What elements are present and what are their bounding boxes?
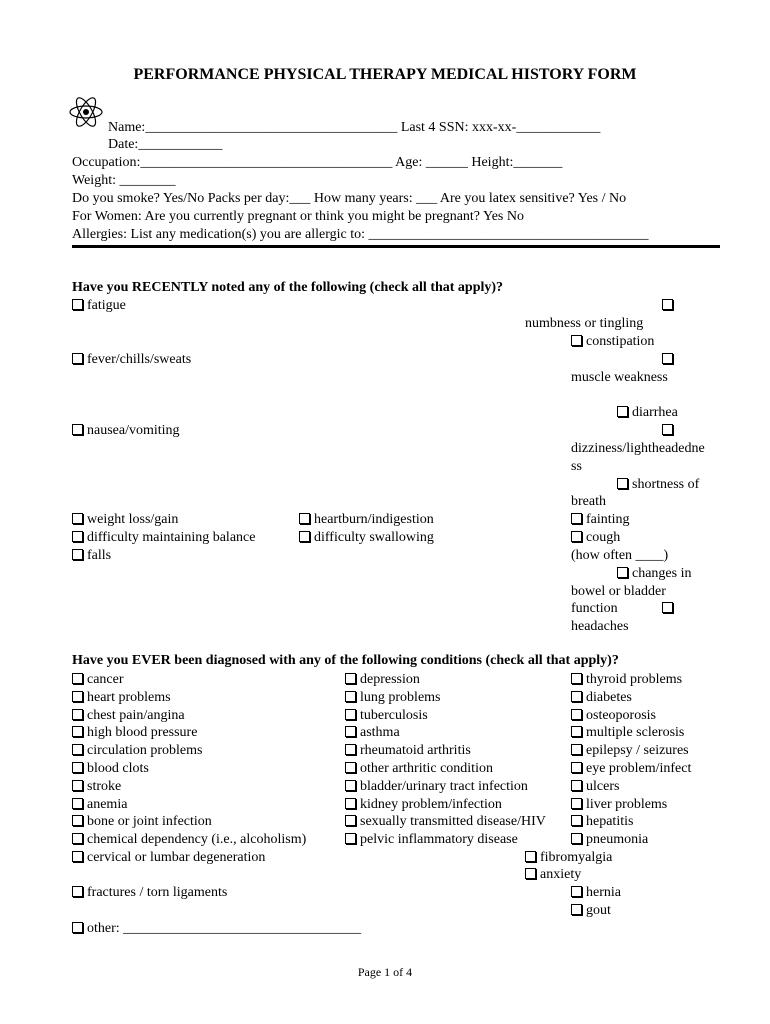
condition-label: bone or joint infection [87,814,212,830]
cough-how-often[interactable]: (how often ____) [571,548,669,563]
checkbox[interactable] [345,762,356,773]
checkbox[interactable] [571,833,582,844]
checkbox[interactable] [72,424,83,435]
condition-item[interactable] [345,796,502,813]
occupation-line[interactable]: Occupation:____________________________________ Age: ______ Height:_______ [72,155,563,170]
checkbox[interactable] [345,798,356,809]
condition-label: cervical or lumbar degeneration [87,850,266,865]
item-difficulty-swallowing[interactable]: difficulty swallowing [299,529,434,546]
condition-label: kidney problem/infection [360,796,502,812]
condition-item[interactable] [571,813,633,830]
checkbox[interactable] [345,780,356,791]
name-ssn-line[interactable]: Name:____________________________________ Last 4 SSN: xxx-xx-____________ [108,120,601,135]
checkbox[interactable] [72,833,83,844]
condition-item[interactable] [72,813,212,830]
condition-item[interactable] [345,778,528,795]
checkbox[interactable] [299,531,310,542]
checkbox[interactable] [72,709,83,720]
checkbox[interactable] [617,478,628,489]
checkbox[interactable] [571,762,582,773]
condition-label: asthma [360,725,400,741]
checkbox[interactable] [571,726,582,737]
ever-heading: Have you EVER been diagnosed with any of the following conditions (check all that apply)? [72,653,619,668]
item-fever[interactable]: fever/chills/sweats [72,351,191,368]
condition-label: bladder/urinary tract infection [360,778,528,794]
checkbox[interactable] [571,798,582,809]
condition-item[interactable] [345,742,471,759]
item-diarrhea[interactable]: diarrhea [617,404,678,421]
checkbox[interactable] [662,424,673,435]
checkbox[interactable] [571,780,582,791]
condition-label: osteoporosis [586,707,656,723]
checkbox[interactable] [345,726,356,737]
checkbox[interactable] [72,513,83,524]
condition-item[interactable] [72,778,121,795]
condition-item[interactable] [72,724,197,741]
condition-item[interactable] [571,778,619,795]
checkbox[interactable] [72,815,83,826]
item-dizziness-label-1: dizziness/lightheadedne [571,441,705,456]
condition-item[interactable] [72,707,185,724]
checkbox[interactable] [571,904,582,915]
checkbox[interactable] [571,691,582,702]
condition-item[interactable] [345,671,420,688]
checkbox[interactable] [571,673,582,684]
condition-item[interactable] [571,760,691,777]
condition-label: chemical dependency (i.e., alcoholism) [87,832,307,848]
checkbox[interactable] [72,922,83,933]
checkbox[interactable] [72,353,83,364]
item-changes-label-3: function [571,601,618,616]
checkbox[interactable] [662,299,673,310]
condition-label: circulation problems [87,743,203,759]
checkbox[interactable] [571,709,582,720]
condition-item[interactable] [571,707,656,724]
recent-heading: Have you RECENTLY noted any of the following (check all that apply)? [72,280,504,295]
checkbox[interactable] [345,709,356,720]
checkbox[interactable] [72,851,83,862]
condition-label: rheumatoid arthritis [360,743,471,759]
condition-label: lung problems [360,689,441,705]
condition-label: depression [360,672,420,687]
item-fainting[interactable]: fainting [571,511,630,528]
condition-label: pelvic inflammatory disease [360,832,518,848]
checkbox[interactable] [72,886,83,897]
item-fractures[interactable]: fractures / torn ligaments [72,884,227,901]
condition-item[interactable] [72,796,127,813]
condition-label: stroke [87,778,122,794]
condition-label: ulcers [586,778,620,794]
condition-label: eye problem/infect [586,761,692,776]
weight-line[interactable]: Weight: ________ [72,173,176,188]
atom-logo-icon [68,94,104,130]
item-cough[interactable]: cough [571,529,620,546]
condition-item[interactable] [571,724,684,741]
condition-label: chest pain/angina [87,707,185,723]
checkbox[interactable] [72,299,83,310]
item-weight-loss[interactable]: weight loss/gain [72,511,178,528]
item-other[interactable]: other: __________________________________ [72,920,361,937]
item-numbness-checkbox[interactable] [662,297,677,314]
condition-item[interactable] [72,760,149,777]
checkbox[interactable] [345,691,356,702]
checkbox[interactable] [299,513,310,524]
item-changes[interactable]: changes in [617,565,691,582]
item-muscle-weakness-checkbox[interactable] [662,351,677,368]
condition-label: anemia [87,796,128,812]
checkbox[interactable] [345,815,356,826]
condition-item[interactable] [345,724,400,741]
checkbox[interactable] [525,851,536,862]
condition-item[interactable] [345,707,428,724]
item-gout[interactable]: gout [571,902,611,919]
date-line[interactable]: Date:____________ [108,137,223,152]
page-number: Page 1 of 4 [357,965,413,979]
condition-item[interactable] [571,831,648,848]
checkbox[interactable] [571,531,582,542]
condition-label: pneumonia [586,832,649,848]
condition-item[interactable] [571,796,667,813]
women-line[interactable]: For Women: Are you currently pregnant or think you might be pregnant? Yes No [72,209,524,224]
condition-label: blood clots [87,761,149,776]
item-fibromyalgia[interactable]: fibromyalgia [525,849,612,866]
item-shortness-label-2: breath [571,494,606,509]
checkbox[interactable] [72,780,83,791]
condition-label: heart problems [87,689,171,705]
condition-item[interactable] [72,849,265,866]
checkbox[interactable] [571,815,582,826]
item-nausea[interactable]: nausea/vomiting [72,422,180,439]
condition-item[interactable] [345,689,441,706]
checkbox[interactable] [662,353,673,364]
condition-item[interactable] [72,671,124,688]
condition-item[interactable] [345,831,518,848]
condition-label: other arthritic condition [360,761,493,776]
checkbox[interactable] [571,886,582,897]
condition-label: epilepsy / seizures [586,743,689,759]
checkbox[interactable] [617,567,628,578]
condition-item[interactable] [72,689,171,706]
condition-label: cancer [87,672,124,687]
checkbox[interactable] [571,744,582,755]
item-constipation[interactable]: constipation [571,333,654,350]
item-muscle-weakness-label: muscle weakness [571,370,668,385]
checkbox[interactable] [571,513,582,524]
section-divider [72,245,720,248]
item-dizziness-checkbox[interactable] [662,422,677,439]
condition-item[interactable] [571,671,682,688]
allergies-line[interactable]: Allergies: List any medication(s) you are allergic to: ________________________________________ [72,227,649,242]
condition-item[interactable] [345,760,493,777]
condition-label: sexually transmitted disease/HIV [360,814,546,830]
checkbox[interactable] [72,726,83,737]
checkbox[interactable] [525,868,536,879]
checkbox[interactable] [72,673,83,684]
condition-label: liver problems [586,796,668,812]
checkbox[interactable] [662,602,673,613]
checkbox[interactable] [72,798,83,809]
checkbox[interactable] [345,744,356,755]
checkbox[interactable] [72,744,83,755]
item-dizziness-label-2: ss [571,459,582,474]
condition-label: hepatitis [586,814,634,830]
item-heartburn[interactable]: heartburn/indigestion [299,511,434,528]
checkbox[interactable] [617,406,628,417]
checkbox[interactable] [72,549,83,560]
item-falls[interactable]: falls [72,547,111,564]
checkbox[interactable] [345,673,356,684]
checkbox[interactable] [72,531,83,542]
condition-item[interactable] [571,689,632,706]
checkbox[interactable] [72,691,83,702]
item-headaches-label: headaches [571,619,629,634]
condition-label: multiple sclerosis [586,725,685,741]
condition-item[interactable] [571,742,689,759]
checkbox[interactable] [345,833,356,844]
form-title: PERFORMANCE PHYSICAL THERAPY MEDICAL HISTORY FORM [133,66,637,83]
condition-label: thyroid problems [586,672,683,687]
condition-label: high blood pressure [87,725,198,741]
item-difficulty-balance[interactable]: difficulty maintaining balance [72,529,255,546]
condition-label: tuberculosis [360,707,428,723]
condition-item[interactable] [72,831,306,848]
smoke-line[interactable]: Do you smoke? Yes/No Packs per day:___ How many years: ___ Are you latex sensitive? Yes / No [72,191,627,206]
item-shortness[interactable]: shortness of [617,476,699,493]
item-changes-label-2: bowel or bladder [571,584,666,599]
checkbox[interactable] [571,335,582,346]
item-numbness-label: numbness or tingling [525,316,644,331]
condition-item[interactable] [345,813,546,830]
item-hernia[interactable]: hernia [571,884,621,901]
condition-label: diabetes [586,689,632,705]
item-anxiety[interactable]: anxiety [525,866,581,883]
condition-item[interactable] [72,742,202,759]
checkbox[interactable] [72,762,83,773]
item-headaches-checkbox[interactable] [662,600,677,617]
item-fatigue[interactable]: fatigue [72,297,126,314]
